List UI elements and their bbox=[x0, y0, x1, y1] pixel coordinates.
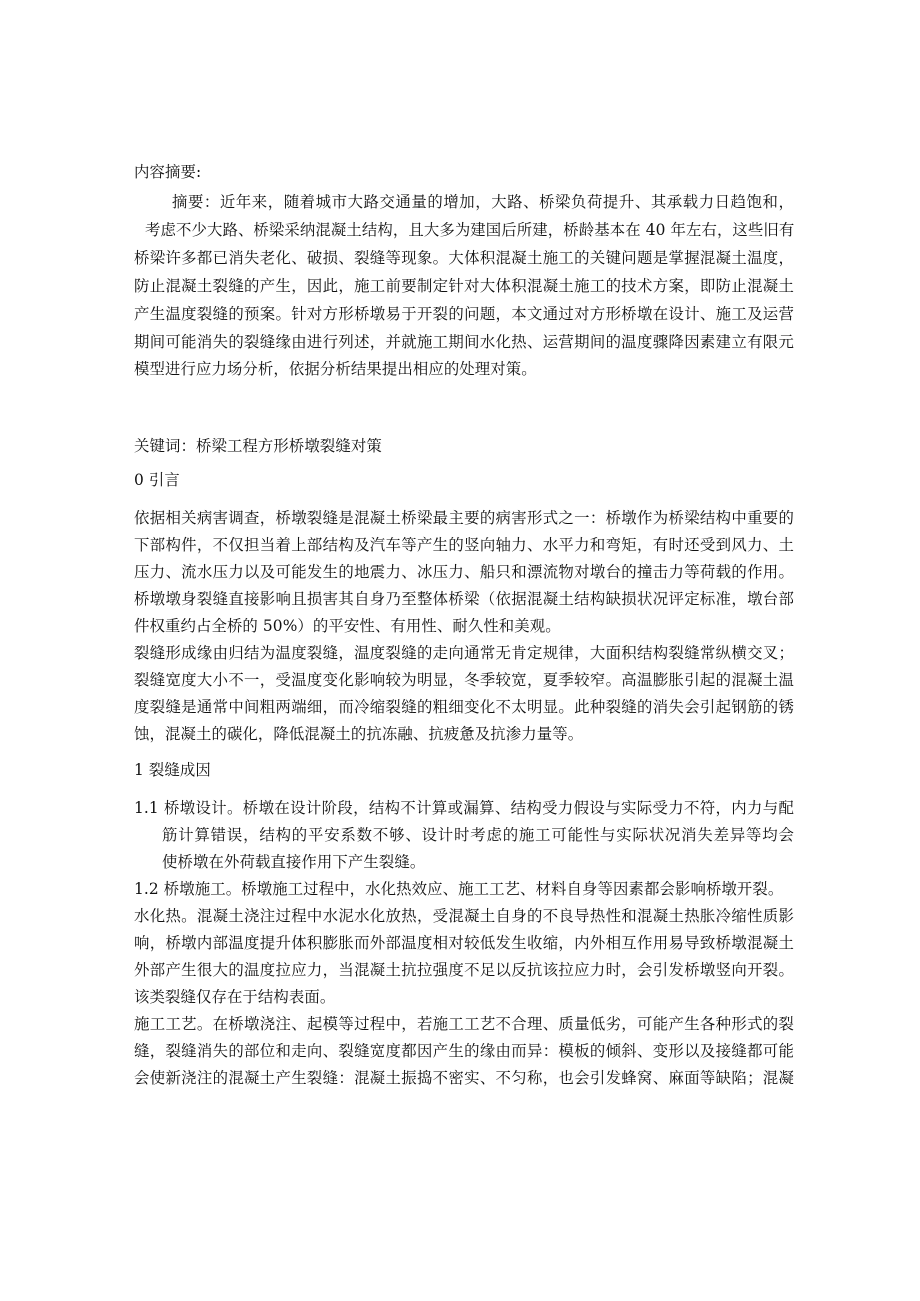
paragraph-line: 依据相关病害调查，桥墩裂缝是混凝土桥梁最主要的病害形式之一：桥墩作为桥梁结构中重要的 bbox=[134, 509, 794, 527]
paragraph-line: 会使新浇注的混凝土产生裂缝：混凝土振捣不密实、不匀称，也会引发蜂窝、麻面等缺陷；混凝 bbox=[134, 1069, 794, 1087]
keywords: 关键词：桥梁工程方形桥墩裂缝对策 bbox=[134, 437, 382, 455]
abstract-line: 桥梁许多都已消失老化、破损、裂缝等现象。大体积混凝土施工的关键问题是掌握混凝土温度， bbox=[134, 249, 794, 267]
paragraph-line: 裂缝形成缘由归结为温度裂缝，温度裂缝的走向通常无肯定规律，大面积结构裂缝常纵横交叉； bbox=[134, 644, 794, 662]
paragraph-line: 外部产生很大的温度拉应力，当混凝土抗拉强度不足以反抗该拉应力时，会引发桥墩竖向开裂。 bbox=[134, 961, 794, 979]
paragraph-line: 施工工艺。在桥墩浇注、起模等过程中，若施工工艺不合理、质量低劣，可能产生各种形式的裂 bbox=[134, 1015, 794, 1033]
paragraph-line: 桥墩墩身裂缝直接影响且损害其自身乃至整体桥梁（依据混凝土结构缺损状况评定标准，墩台部 bbox=[134, 590, 794, 608]
paragraph-line: 1.2 桥墩施工。桥墩施工过程中，水化热效应、施工工艺、材料自身等因素都会影响桥墩开裂。 bbox=[134, 880, 784, 898]
paragraph-line: 1.1 桥墩设计。桥墩在设计阶段，结构不计算或漏算、结构受力假设与实际受力不符，内力与配 bbox=[134, 799, 794, 817]
paragraph-line: 使桥墩在外荷载直接作用下产生裂缝。 bbox=[162, 853, 426, 871]
section-heading: 0 引言 bbox=[134, 471, 180, 489]
paragraph-line: 水化热。混凝土浇注过程中水泥水化放热，受混凝土自身的不良导热性和混凝土热胀冷缩性质影 bbox=[134, 907, 794, 925]
paragraph-line: 缝，裂缝消失的部位和走向、裂缝宽度都因产生的缘由而异：模板的倾斜、变形以及接缝都可能 bbox=[134, 1042, 794, 1060]
abstract-heading: 内容摘要: bbox=[134, 163, 202, 181]
abstract-line: 期间可能消失的裂缝缘由进行列述，并就施工期间水化热、运营期间的温度骤降因素建立有限元 bbox=[134, 333, 794, 351]
paragraph-line: 度裂缝是通常中间粗两端细，而冷缩裂缝的粗细变化不太明显。此种裂缝的消失会引起钢筋的锈 bbox=[134, 698, 794, 716]
paragraph-line: 件权重约占全桥的 50%）的平安性、有用性、耐久性和美观。 bbox=[134, 617, 561, 635]
abstract-line: 产生温度裂缝的预案。针对方形桥墩易于开裂的问题，本文通过对方形桥墩在设计、施工及运营 bbox=[134, 305, 794, 323]
paragraph-line: 压力、流水压力以及可能发生的地震力、冰压力、船只和漂流物对墩台的撞击力等荷载的作用。 bbox=[134, 563, 794, 581]
section-heading: 1 裂缝成因 bbox=[134, 761, 211, 779]
abstract-line: 考虑不少大路、桥梁采纳混凝土结构，且大多为建国后所建，桥龄基本在 40 年左右，这些旧有 bbox=[145, 221, 795, 239]
abstract-line: 摘要：近年来，随着城市大路交通量的增加，大路、桥梁负荷提升、其承载力日趋饱和， bbox=[172, 193, 794, 211]
paragraph-line: 响，桥墩内部温度提升体积膨胀而外部温度相对较低发生收缩，内外相互作用易导致桥墩混凝土 bbox=[134, 934, 794, 952]
paragraph-line: 下部构件，不仅担当着上部结构及汽车等产生的竖向轴力、水平力和弯矩，有时还受到风力、土 bbox=[134, 536, 794, 554]
paragraph-line: 裂缝宽度大小不一，受温度变化影响较为明显，冬季较宽，夏季较窄。高温膨胀引起的混凝土温 bbox=[134, 671, 794, 689]
paragraph-line: 蚀，混凝土的碳化，降低混凝土的抗冻融、抗疲惫及抗渗力量等。 bbox=[134, 725, 584, 743]
paragraph-line: 该类裂缝仅存在于结构表面。 bbox=[134, 988, 336, 1006]
abstract-line: 防止混凝土裂缝的产生，因此，施工前要制定针对大体积混凝土施工的技术方案，即防止混凝土 bbox=[134, 277, 794, 295]
abstract-line: 模型进行应力场分析，依据分析结果提出相应的处理对策。 bbox=[134, 360, 537, 378]
paragraph-line: 筋计算错误，结构的平安系数不够、设计时考虑的施工可能性与实际状况消失差异等均会 bbox=[162, 826, 794, 844]
